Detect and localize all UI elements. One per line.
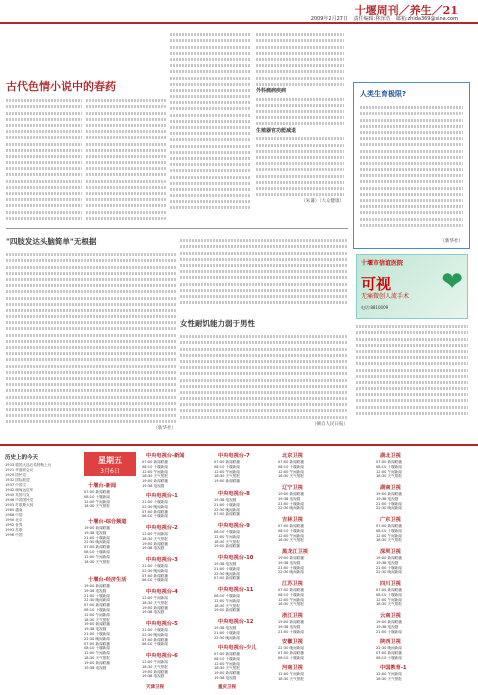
- tv-listing: [84, 584, 110, 670]
- tv-line: 19:00 新闻联播: [278, 620, 304, 624]
- tv-listing: [376, 620, 402, 634]
- tv-listing: [278, 460, 304, 479]
- tv-line: 18:30 天气预报: [142, 600, 168, 605]
- tv-line: 19:38 电视剧: [278, 560, 301, 565]
- tv-line: 22:30 晚间新闻: [278, 570, 304, 575]
- history-item: 1996 中国: [5, 533, 23, 537]
- tv-line: 18:30 天气预报: [84, 559, 110, 564]
- tv-line: 19:00 新闻联播: [142, 541, 168, 546]
- tv-listing: [278, 620, 304, 634]
- tv-line: 08:10 十堰新闻: [214, 530, 240, 534]
- tv-channel-heading: 浙江卫视: [282, 613, 303, 619]
- tv-line: 19:00 新闻联播: [142, 479, 168, 484]
- main-author: （朱谦）（大众健康）: [301, 199, 344, 205]
- tv-line: 18:30 天气预报: [214, 474, 240, 479]
- tv-channel-heading: 中央电视台-3: [146, 557, 178, 563]
- article2-title: "四肢发达头脑简单"无根据: [6, 237, 97, 246]
- tv-channel-heading: 中国教育-1: [380, 665, 407, 671]
- tv-channel-heading: 中央电视台-少儿: [218, 645, 257, 651]
- tv-line: 21:00 十堰新闻: [376, 501, 402, 506]
- tv-channel-heading: 湖南卫视: [380, 485, 401, 491]
- history-item: 1932 国际联盟: [5, 478, 30, 482]
- tv-line: 07:00 新闻联播: [214, 652, 240, 656]
- tv-line: 07:00 新闻联播: [84, 603, 110, 608]
- tv-listing: [214, 530, 240, 549]
- tv-line: 12:00 午间新闻: [214, 661, 240, 666]
- tv-listing: [214, 652, 240, 681]
- page-brand: 十堰周刊／养生／21: [354, 4, 458, 17]
- tv-day-badge: [84, 452, 136, 476]
- history-item: 1946 中国国民党: [5, 498, 34, 502]
- tv-channel-heading: 十堰台-经济生活: [88, 577, 127, 583]
- tv-line: 12:00 午间新闻: [142, 469, 168, 474]
- tv-line: 08:10 十堰新闻: [278, 592, 304, 597]
- side-article-author: （新华社）: [440, 239, 463, 244]
- tv-line: 19:38 电视剧: [142, 483, 165, 488]
- tv-line: 18:30 天气预报: [376, 538, 402, 543]
- tv-line: 12:00 午间新闻: [376, 469, 402, 474]
- tv-line: 12:00 午间新闻: [142, 596, 168, 600]
- tv-line: 19:38 电视剧: [376, 496, 399, 501]
- tv-line: 18:30 天气预报: [84, 504, 110, 509]
- divider: [6, 228, 348, 229]
- tv-channel-heading: 天津卫视: [146, 685, 164, 690]
- tv-line: 12:00 午间新闻: [376, 597, 402, 602]
- tv-line: 12:00 午间新闻: [214, 598, 240, 603]
- page-header: [0, 0, 478, 24]
- tv-line: 19:38 电视剧: [84, 588, 107, 593]
- ad-subline: 无痛微创人流手术: [361, 293, 410, 300]
- tv-line: 07:00 新闻联播: [278, 524, 304, 528]
- tv-line: 12:00 午间新闻: [142, 660, 168, 664]
- tv-line: 18:30 天气预报: [376, 602, 402, 607]
- tv-line: 19:38 电视剧: [142, 674, 165, 679]
- tv-channel-heading: 江苏卫视: [282, 581, 303, 587]
- tv-line: 19:38 电视剧: [278, 624, 301, 629]
- tv-line: 08:10 十堰新闻: [376, 464, 402, 469]
- tv-channel-heading: 中央电视台-2: [146, 525, 178, 531]
- article3-body: [180, 332, 348, 438]
- tv-line: 08:10 十堰新闻: [376, 528, 402, 533]
- tv-line: 21:00 十堰新闻: [376, 629, 402, 634]
- tv-line: 18:30 天气预报: [376, 676, 402, 681]
- tv-line: 07:00 新闻联播: [376, 460, 402, 464]
- tv-weekday: 星期五: [98, 456, 122, 465]
- tv-line: 07:00 新闻联播: [214, 576, 240, 581]
- tv-divider: [0, 444, 478, 446]
- tv-listing: [376, 492, 402, 511]
- tv-channel-heading: 中央电视台-新闻: [146, 453, 185, 459]
- tv-line: 12:00 午间新闻: [278, 469, 304, 474]
- hospital-ad[interactable]: [356, 254, 468, 319]
- tv-channel-heading: 十堰台-新闻: [88, 483, 117, 489]
- tv-line: 18:30 天气预报: [142, 664, 168, 669]
- tv-channel-heading: 河南卫视: [282, 665, 303, 671]
- tv-listing: [84, 526, 110, 564]
- side-article-body: [360, 103, 463, 233]
- tv-line: 19:00 新闻联播: [214, 479, 240, 484]
- tv-line: 22:30 晚间新闻: [84, 540, 110, 545]
- tv-line: 19:00 新闻联播: [214, 608, 240, 613]
- tv-line: 12:00 午间新闻: [376, 533, 402, 538]
- tv-line: 22:30 晚间新闻: [278, 646, 304, 650]
- side-article-title: 人类生育极限?: [360, 90, 407, 98]
- tv-channel-heading: 中央电视台-6: [146, 653, 178, 659]
- tv-line: 19:00 新闻联播: [84, 622, 110, 627]
- tv-line: 12:00 午间新闻: [84, 651, 110, 656]
- tv-line: 08:10 十堰新闻: [142, 578, 168, 583]
- article2-credit: （新华社）: [153, 426, 176, 432]
- tv-line: 21:00 十堰新闻: [214, 502, 240, 507]
- history-item: 1933 德国大选后希特勒上台: [5, 463, 52, 467]
- tv-line: 12:00 午间新闻: [278, 597, 304, 602]
- tv-line: 22:30 晚间新闻: [376, 570, 402, 575]
- tv-line: 19:00 新闻联播: [84, 584, 110, 588]
- tv-listing: [278, 672, 304, 682]
- history-item: 1953 苏联斯大林: [5, 503, 34, 507]
- article3-top: [180, 236, 348, 316]
- tv-line: 12:00 午间新闻: [376, 672, 402, 676]
- main-sub2: 生殖器官功能减退: [256, 127, 297, 134]
- tv-line: 21:00 十堰新闻: [278, 629, 304, 634]
- tv-line: 22:30 晚间新闻: [214, 635, 240, 640]
- tv-channel-heading: 中央电视台-7: [218, 453, 250, 459]
- tv-line: 19:00 新闻联播: [214, 544, 240, 549]
- tv-line: 18:30 天气预报: [214, 603, 240, 608]
- tv-line: 21:00 十堰新闻: [142, 564, 168, 568]
- tv-channel-heading: 辽宁卫视: [282, 485, 303, 491]
- tv-line: 07:00 新闻联播: [142, 460, 168, 464]
- tv-line: 07:00 新闻联播: [376, 524, 402, 528]
- tv-channel-heading: 陕西卫视: [380, 639, 401, 645]
- side-article-box: [353, 82, 470, 249]
- tv-line: 07:00 新闻联播: [376, 588, 402, 592]
- tv-line: 21:00 十堰新闻: [84, 535, 110, 540]
- tv-listing: [376, 588, 402, 607]
- tv-line: 08:10 十堰新闻: [142, 514, 168, 519]
- tv-line: 19:00 新闻联播: [214, 671, 240, 676]
- ad-headline: 可视: [361, 275, 392, 293]
- tv-line: 18:30 天气预报: [278, 474, 304, 479]
- tv-line: 19:00 新闻联播: [376, 492, 402, 496]
- tv-line: 07:00 新闻联播: [278, 650, 304, 655]
- tv-line: 07:00 新闻联播: [376, 650, 402, 655]
- tv-line: 22:30 晚间新闻: [278, 506, 304, 511]
- tv-listing: [278, 588, 304, 607]
- tv-channel-heading: 中央电视台-5: [146, 621, 178, 627]
- main-article-title: 古代色情小说中的春药: [6, 80, 116, 93]
- tv-line: 08:10 十堰新闻: [84, 646, 110, 651]
- tv-channel-heading: 中央电视台-11: [218, 587, 254, 593]
- header-meta: [307, 15, 458, 22]
- tv-line: 08:10 十堰新闻: [142, 642, 168, 647]
- tv-line: 08:10 十堰新闻: [214, 594, 240, 598]
- tv-listing: [214, 498, 240, 517]
- tv-line: 22:30 晚间新闻: [142, 504, 168, 509]
- heart-icon: ❤: [441, 267, 463, 297]
- tv-line: 18:30 天气预报: [278, 538, 304, 543]
- article3-title: 女性耐饥能力弱于男性: [180, 319, 255, 328]
- tv-line: 18:30 天气预报: [278, 676, 304, 681]
- history-item: 1993 苏联: [5, 528, 23, 532]
- tv-line: 19:38 电视剧: [278, 496, 301, 501]
- tv-line: 19:00 新闻联播: [376, 620, 402, 624]
- header-editor: 责任编辑:林泽浩: [353, 16, 391, 22]
- tv-line: 07:00 新闻联播: [278, 460, 304, 464]
- tv-line: 19:00 新闻联播: [142, 605, 168, 610]
- tv-line: 18:30 天气预报: [214, 539, 240, 544]
- tv-line: 19:38 电视剧: [84, 627, 107, 632]
- tv-channel-heading: 广东卫视: [380, 517, 401, 523]
- tv-line: 07:00 新闻联播: [214, 512, 240, 517]
- tv-line: 19:38 电视剧: [142, 610, 165, 615]
- header-date: 2009年2月27日: [310, 16, 348, 22]
- tv-line: 22:30 晚间新闻: [142, 632, 168, 637]
- tv-channel-heading: 十堰台-综合频道: [88, 519, 127, 525]
- tv-line: 12:00 午间新闻: [278, 533, 304, 538]
- tv-line: 18:30 天气预报: [214, 666, 240, 671]
- history-today: [5, 456, 75, 538]
- tv-line: 19:00 新闻联播: [84, 660, 110, 665]
- tv-line: 08:10 十堰新闻: [278, 655, 304, 660]
- tv-line: 12:00 午间新闻: [142, 532, 168, 536]
- tv-line: 18:30 天气预报: [142, 474, 168, 479]
- tv-listing: [278, 646, 304, 660]
- tv-line: 19:38 电视剧: [142, 546, 165, 551]
- tv-line: 08:10 十堰新闻: [84, 494, 110, 499]
- tv-line: 07:00 新闻联播: [84, 490, 110, 494]
- tv-line: 19:38 电视剧: [376, 560, 399, 565]
- tv-line: 21:00 十堰新闻: [142, 628, 168, 632]
- tv-line: 21:00 十堰新闻: [84, 631, 110, 636]
- main-article-col2: [86, 96, 166, 224]
- tv-listing: [142, 628, 168, 647]
- tv-line: 08:10 十堰新闻: [84, 549, 110, 554]
- tv-listing: [214, 594, 240, 613]
- tv-line: 08:10 十堰新闻: [214, 464, 240, 469]
- ad-hospital-name: 十堰市信谊医院: [361, 260, 404, 267]
- tv-line: 12:00 午间新闻: [278, 672, 304, 676]
- tv-channel-heading: 深圳卫视: [380, 549, 401, 555]
- tv-line: 08:10 十堰新闻: [142, 464, 168, 469]
- history-item: 1992 世界: [5, 523, 23, 527]
- tv-line: 08:10 十堰新闻: [376, 592, 402, 597]
- tv-line: 18:30 天气预报: [376, 474, 402, 479]
- tv-line: 19:00 新闻联播: [278, 556, 304, 560]
- tv-channel-heading: 湖北卫视: [380, 453, 401, 459]
- tv-line: 22:30 晚间新闻: [84, 598, 110, 603]
- tv-listing: [142, 532, 168, 551]
- tv-listing: [214, 460, 240, 484]
- ad-phone: 电话:8810009: [361, 305, 389, 310]
- tv-listing: [214, 626, 240, 640]
- tv-listing: [278, 492, 304, 511]
- tv-listing: [142, 500, 168, 519]
- tv-line: 19:00 新闻联播: [376, 556, 402, 560]
- tv-line: 19:38 电视剧: [214, 675, 237, 680]
- tv-listing: [84, 490, 110, 509]
- tv-listing: [278, 524, 304, 543]
- tv-line: 07:00 新闻联播: [142, 509, 168, 514]
- article2-body: [6, 250, 176, 438]
- history-item: 1990 北京: [5, 518, 23, 522]
- tv-channel-heading: 黑龙江卫视: [282, 549, 308, 555]
- tv-channel-heading: 重庆卫视: [218, 685, 236, 690]
- tv-line: 07:00 新闻联播: [84, 641, 110, 646]
- tv-listing: [376, 524, 402, 543]
- tv-line: 19:38 电视剧: [214, 626, 237, 630]
- tv-line: 08:10 十堰新闻: [278, 528, 304, 533]
- tv-line: 22:30 晚间新闻: [376, 646, 402, 650]
- history-item: 1986 中国: [5, 513, 23, 517]
- tv-line: 18:30 天气预报: [142, 536, 168, 541]
- history-item: 1921 华盛顿会议: [5, 468, 34, 472]
- tv-channel-heading: 中央电视台-4: [146, 589, 178, 595]
- side-lower-text: [356, 322, 468, 440]
- tv-line: 18:30 天气预报: [278, 602, 304, 607]
- tv-listing: [376, 672, 402, 682]
- main-article-col4: [256, 30, 344, 225]
- tv-line: 19:38 电视剧: [214, 498, 237, 502]
- tv-listing: [376, 646, 402, 660]
- tv-listing: [142, 564, 168, 583]
- tv-listing: [142, 460, 168, 489]
- tv-channel-heading: 中央电视台-8: [218, 491, 250, 497]
- tv-line: 08:10 十堰新闻: [376, 655, 402, 660]
- tv-line: 19:38 电视剧: [84, 530, 107, 535]
- tv-line: 19:00 新闻联播: [84, 526, 110, 530]
- tv-line: 12:00 午间新闻: [84, 499, 110, 504]
- tv-line: 21:00 十堰新闻: [376, 565, 402, 570]
- tv-line: 19:00 新闻联播: [142, 669, 168, 674]
- tv-date: 3月6日: [100, 468, 120, 475]
- tv-line: 22:30 晚间新闻: [142, 568, 168, 573]
- tv-listing: [142, 596, 168, 615]
- article3-credit: （摘自人民日报）: [312, 421, 348, 427]
- tv-channel-heading: 吉林卫视: [282, 517, 303, 523]
- history-item: 1942 缅甸远征军: [5, 488, 34, 492]
- tv-line: 21:00 十堰新闻: [214, 630, 240, 635]
- tv-line: 12:00 午间新闻: [84, 554, 110, 559]
- tv-listing: [214, 562, 240, 581]
- tv-channel-heading: 中央电视台-9: [218, 523, 250, 529]
- tv-channel-heading: 北京卫视: [282, 453, 303, 459]
- tv-line: 19:00 新闻联播: [278, 492, 304, 496]
- tv-line: 19:38 电视剧: [84, 665, 107, 670]
- tv-channel-heading: 四川卫视: [380, 581, 401, 587]
- tv-line: 18:30 天气预报: [84, 655, 110, 660]
- history-item: 1929 国民党: [5, 473, 27, 477]
- tv-channel-heading: 安徽卫视: [282, 639, 303, 645]
- tv-channel-heading: 中央电视台-12: [218, 619, 254, 625]
- history-item: 1965 越南: [5, 508, 23, 512]
- tv-line: 21:00 十堰新闻: [278, 501, 304, 506]
- tv-line: 21:00 十堰新闻: [214, 566, 240, 571]
- tv-listing: [376, 556, 402, 575]
- tv-listing: [278, 556, 304, 575]
- main-sub1: 外科痛病疾病: [256, 87, 287, 94]
- tv-line: 21:00 十堰新闻: [142, 500, 168, 504]
- tv-line: 21:00 十堰新闻: [84, 593, 110, 598]
- tv-line: 22:30 晚间新闻: [214, 571, 240, 576]
- main-article-col1: [6, 96, 82, 224]
- tv-channel-heading: 中央电视台-1: [146, 493, 178, 499]
- history-item: 1937 中国文: [5, 483, 27, 487]
- tv-line: 07:00 新闻联播: [278, 588, 304, 592]
- tv-line: 08:10 十堰新闻: [278, 464, 304, 469]
- history-item: 1945 英国马克: [5, 493, 30, 497]
- tv-line: 19:38 电视剧: [376, 624, 399, 629]
- header-email[interactable]: 邮箱:zhida369@sina.com: [395, 16, 458, 22]
- tv-line: 22:30 晚间新闻: [214, 507, 240, 512]
- tv-line: 08:10 十堰新闻: [214, 656, 240, 661]
- tv-line: 12:00 午间新闻: [214, 469, 240, 474]
- tv-line: 21:00 十堰新闻: [278, 565, 304, 570]
- tv-listing: [142, 660, 168, 679]
- tv-line: 07:00 新闻联播: [214, 460, 240, 464]
- tv-line: 07:00 新闻联播: [84, 545, 110, 550]
- tv-line: 12:00 午间新闻: [84, 612, 110, 617]
- tv-listing: [376, 460, 402, 479]
- history-title: 历史上的今天: [5, 455, 39, 461]
- tv-line: 19:38 电视剧: [214, 562, 237, 566]
- main-article-col3: [170, 30, 250, 220]
- tv-line: 08:10 十堰新闻: [84, 607, 110, 612]
- tv-line: 22:30 晚间新闻: [84, 636, 110, 641]
- tv-channel-heading: 中央电视台-10: [218, 555, 254, 561]
- tv-line: 12:00 午间新闻: [214, 534, 240, 539]
- tv-channel-heading: 云南卫视: [380, 613, 401, 619]
- tv-line: 07:00 新闻联播: [142, 637, 168, 642]
- tv-line: 22:30 晚间新闻: [376, 506, 402, 511]
- tv-line: 18:30 天气预报: [84, 617, 110, 622]
- tv-line: 07:00 新闻联播: [142, 573, 168, 578]
